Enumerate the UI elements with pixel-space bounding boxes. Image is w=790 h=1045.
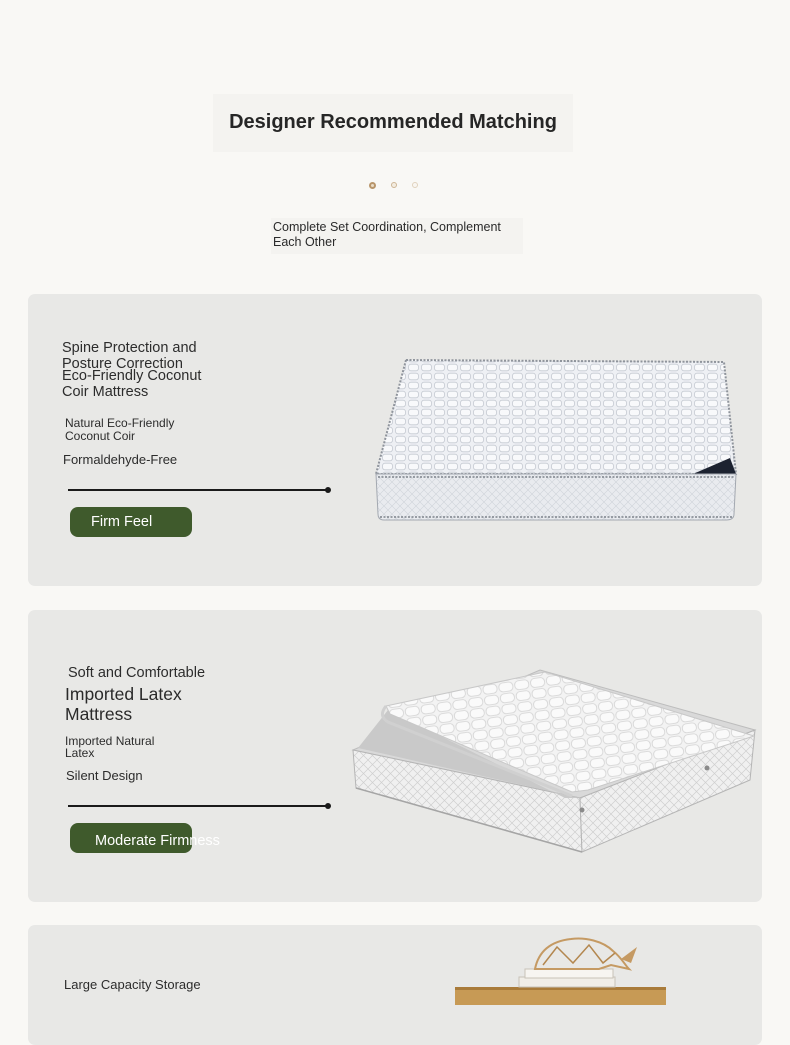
firmness-label: Moderate Firmness [95,833,220,849]
carousel-dot-1[interactable] [369,182,376,189]
feature-line-2: Latex [65,746,95,760]
feature-silent-design: Silent Design [66,768,143,783]
name-line-2: Coir Mattress [62,384,149,400]
name-line-1: Imported Latex [65,684,182,704]
product-name [62,368,201,400]
product-tagline: Soft and Comfortable [68,665,206,681]
coconut-coir-mattress-image [368,354,740,529]
feature-line-2: Coconut Coir [65,429,136,443]
firmness-button[interactable] [70,507,192,537]
feature-formaldehyde-free: Formaldehyde-Free [63,452,178,467]
product-card-storage[interactable] [28,925,762,1045]
feature-natural-latex [65,735,154,759]
feature-line-1: Natural Eco-Friendly [65,416,175,430]
bedside-table-rhino-image [453,925,668,1005]
feature-natural-coir [65,417,174,443]
product-card-coconut-coir[interactable] [28,294,762,586]
carousel-dot-3[interactable] [412,182,418,188]
tagline-line-1: Spine Protection and [62,340,197,356]
name-line-2: Mattress [65,704,133,724]
name-line-1: Eco-Friendly Coconut [62,368,202,384]
subtitle-line-1: Complete Set Coordination, Complement [273,220,501,234]
product-name [65,684,182,724]
carousel-dot-2[interactable] [391,182,397,188]
section-subtitle [271,218,523,254]
feature-large-storage: Large Capacity Storage [64,977,201,992]
firmness-label: Firm Feel [91,514,153,530]
tagline-line-2: Posture Correction [62,356,183,372]
section-title: Designer Recommended Matching [213,94,573,152]
product-card-latex[interactable] [28,610,762,902]
divider-line [68,805,328,807]
latex-mattress-image [350,670,755,855]
subtitle-line-2: Each Other [273,235,337,249]
firmness-button[interactable] [70,823,220,853]
divider-line [68,489,328,491]
feature-line-1: Imported Natural [65,734,155,748]
carousel-dots [369,182,429,192]
